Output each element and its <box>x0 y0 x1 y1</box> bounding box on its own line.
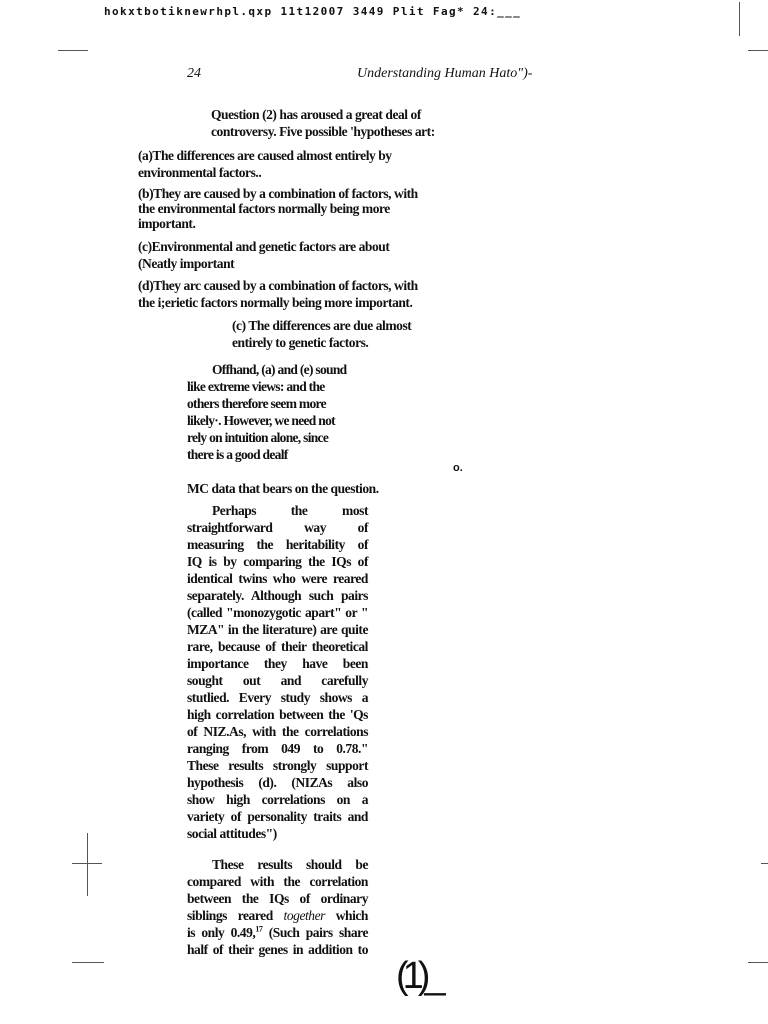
text-line: IQ is by comparing the IQs of <box>187 554 368 569</box>
text-line: importance they have been <box>187 656 368 671</box>
text-line: like extreme views: and the <box>187 379 325 394</box>
registration-mark-vertical <box>87 833 88 896</box>
text-line: Offhand, (a) and (e) sound <box>212 362 347 377</box>
text-line: separately. Although such pairs <box>187 588 368 603</box>
text-line: show high correlations on a <box>187 792 368 807</box>
text-line: variety of personality traits and <box>187 809 368 824</box>
text-line <box>187 907 368 924</box>
intro-paragraph <box>211 106 435 140</box>
print-file-header: hokxtbotiknewrhpl.qxp 11t12007 3449 Plit Fag* 24:___ <box>104 5 522 18</box>
footnote-ref: 17 <box>255 924 263 934</box>
text-line: ranging from 049 to 0.78." <box>187 741 368 756</box>
siblings-paragraph <box>187 856 368 958</box>
text-line: half of their genes in addition to <box>187 942 368 957</box>
text-line: identical twins who were reared <box>187 571 368 586</box>
text-line: environmental factors.. <box>138 165 262 180</box>
text-run: is only 0.49, <box>187 925 256 940</box>
text-line: (called "monozygotic apart" or " <box>187 605 368 620</box>
text-line: rely on intuition alone, since <box>187 430 329 445</box>
text-line: social attitudes") <box>187 826 277 841</box>
emphasis: together <box>283 908 325 923</box>
text-line: (c)Environmental and genetic factors are about <box>138 239 390 254</box>
text-line: there is a good dealf <box>187 447 288 462</box>
text-line: high correlation between the 'Qs <box>187 707 368 722</box>
text-line: Question (2) has aroused a great deal of <box>211 107 421 122</box>
text-line: of NIZ.As, with the correlations <box>187 724 368 739</box>
text-line: rare, because of their theoretical <box>187 639 368 654</box>
text-line: These results should be <box>212 857 368 872</box>
text-line: the i;erietic factors normally being more important. <box>138 295 413 310</box>
text-line: between the IQs of ordinary <box>187 891 368 906</box>
data-line <box>187 480 379 497</box>
text-line: MC data that bears on the question. <box>187 481 379 496</box>
hypothesis-e <box>232 317 411 351</box>
text-line: (Neatly important <box>138 256 235 271</box>
text-line: (a)The differences are caused almost entirely by <box>138 148 392 163</box>
text-line: controversy. Five possible 'hypotheses art: <box>211 124 435 139</box>
stray-mark: o. <box>453 462 463 474</box>
hypothesis-b <box>138 186 418 231</box>
text-run: siblings reared <box>187 908 284 923</box>
text-line: (c) The differences are due almost <box>232 318 412 333</box>
heritability-paragraph <box>187 502 368 842</box>
crop-mark-top-left <box>58 50 88 51</box>
hypothesis-c <box>138 238 389 272</box>
footer-mark: (1)_ <box>396 955 440 997</box>
text-line: others therefore seem more <box>187 396 326 411</box>
hypothesis-a <box>138 147 392 181</box>
text-line: hypothesis (d). (NIZAs also <box>187 775 368 790</box>
text-line: measuring the heritability of <box>187 537 368 552</box>
text-line: These results strongly support <box>187 758 368 773</box>
hypothesis-d <box>138 277 418 311</box>
text-line <box>187 924 368 941</box>
page-number: 24 <box>187 66 201 81</box>
text-line: (d)They arc caused by a combination of factors, with <box>138 278 418 293</box>
text-line: the environmental factors normally being more <box>138 201 390 216</box>
crop-mark-top-right-vertical <box>739 2 740 36</box>
text-line: straightforward way of <box>187 520 368 535</box>
crop-mark-top-right <box>748 50 768 51</box>
text-run: (Such pairs share <box>262 925 368 940</box>
text-run: which <box>324 908 368 923</box>
crop-mark-right-middle <box>761 863 768 864</box>
text-line: important. <box>138 216 196 231</box>
crop-mark-bottom-left <box>72 962 104 963</box>
running-head: Understanding Human Hato")- <box>357 66 533 81</box>
text-line: likely·. However, we need not <box>187 413 335 428</box>
text-line: Perhaps the most <box>212 503 368 518</box>
text-line: entirely to genetic factors. <box>232 335 369 350</box>
text-line: (b)They are caused by a combination of factors, with <box>138 186 418 201</box>
offhand-paragraph <box>187 361 346 463</box>
text-line: sought out and carefully <box>187 673 368 688</box>
text-line: MZA" in the literature) are quite <box>187 622 368 637</box>
text-line: stutlied. Every study shows a <box>187 690 368 705</box>
text-line: compared with the correlation <box>187 874 368 889</box>
crop-mark-bottom-right <box>748 962 768 963</box>
